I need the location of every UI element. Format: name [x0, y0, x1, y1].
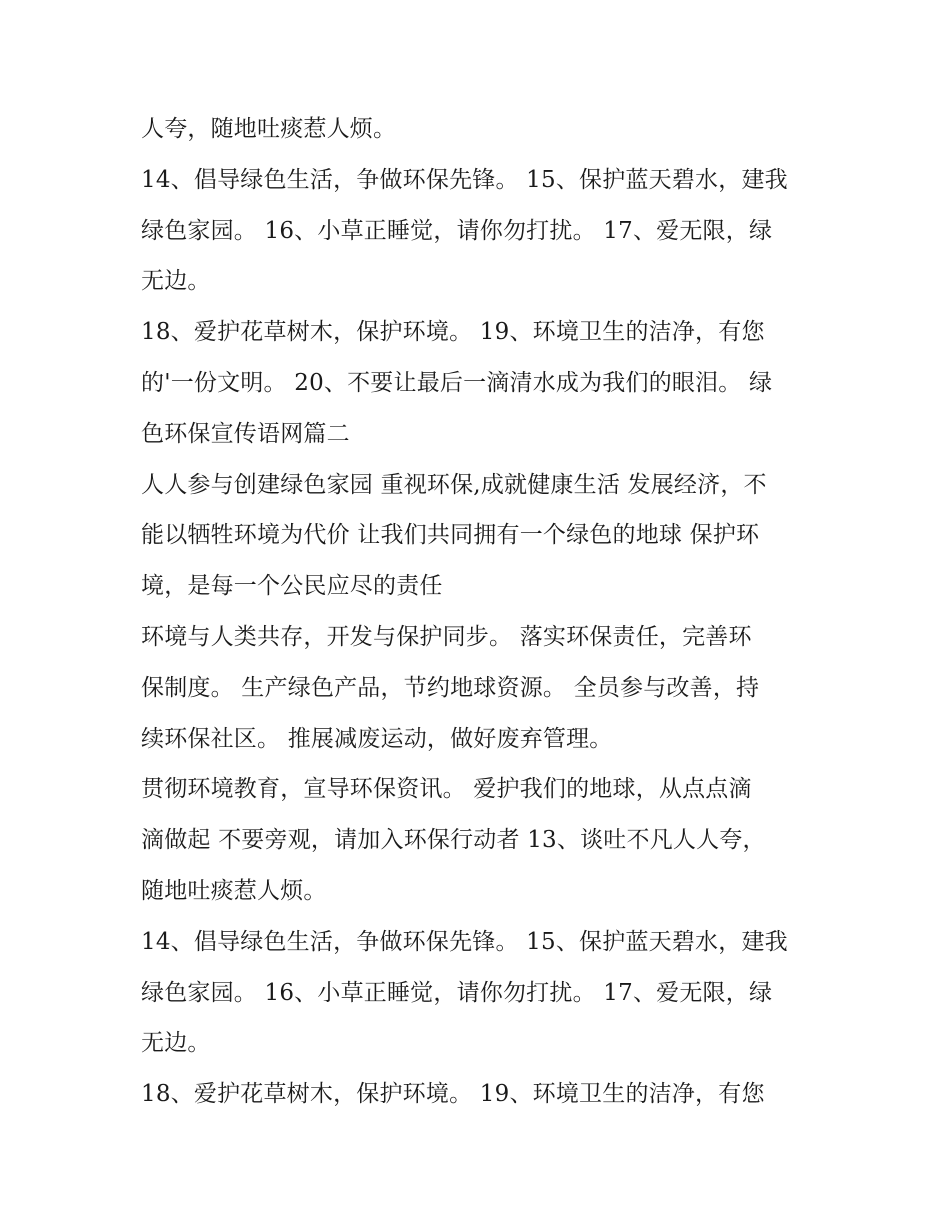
text-line: 人人参与创建绿色家园 重视环保,成就健康生活 发展经济，不	[141, 471, 767, 498]
text-line: 的'一份文明。 20、不要让最后一滴清水成为我们的眼泪。 绿	[141, 369, 773, 396]
text-line: 绿色家园。 16、小草正睡觉，请你勿打扰。 17、爱无限，绿	[141, 979, 773, 1006]
text-line: 续环保社区。 推展减废运动，做好废弃管理。	[141, 725, 613, 752]
text-line: 无边。	[141, 268, 211, 295]
text-line: 14、倡导绿色生活，争做环保先锋。 15、保护蓝天碧水，建我	[141, 928, 788, 955]
text-line: 14、倡导绿色生活，争做环保先锋。 15、保护蓝天碧水，建我	[141, 166, 788, 193]
text-line: 保制度。 生产绿色产品，节约地球资源。 全员参与改善，持	[141, 674, 760, 701]
text-line: 无边。	[141, 1030, 211, 1057]
text-line: 环境与人类共存，开发与保护同步。 落实环保责任，完善环	[141, 623, 752, 650]
text-line: 18、爱护花草树木，保护环境。 19、环境卫生的洁净，有您	[141, 1081, 765, 1108]
text-line: 能以牺牲环境为代价 让我们共同拥有一个绿色的地球 保护环	[141, 522, 760, 549]
text-line: 绿色家园。 16、小草正睡觉，请你勿打扰。 17、爱无限，绿	[141, 217, 773, 244]
text-line: 境，是每一个公民应尽的责任	[141, 573, 443, 600]
text-line: 随地吐痰惹人烦。	[141, 877, 327, 904]
text-line: 人夸，随地吐痰惹人烦。	[141, 116, 397, 142]
text-line: 贯彻环境教育，宣导环保资讯。 爱护我们的地球，从点点滴	[141, 776, 752, 803]
section-heading: 色环保宣传语网篇二	[141, 420, 350, 447]
text-line: 18、爱护花草树木，保护环境。 19、环境卫生的洁净，有您	[141, 319, 765, 346]
body-text	[141, 104, 821, 1120]
text-line: 滴做起 不要旁观，请加入环保行动者 13、谈吐不凡人人夸，	[141, 827, 766, 854]
